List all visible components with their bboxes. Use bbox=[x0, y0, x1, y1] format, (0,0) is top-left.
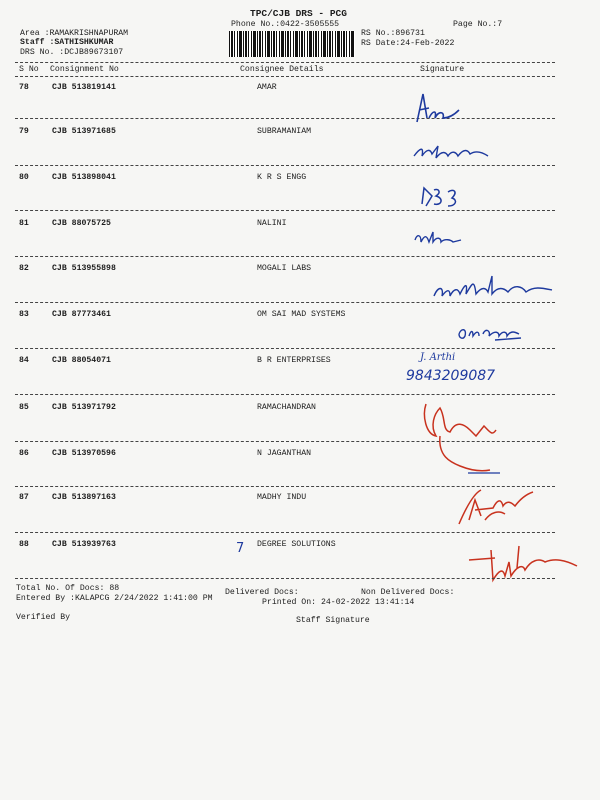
signature-82 bbox=[430, 270, 560, 309]
row-consignee: K R S ENGG bbox=[257, 173, 307, 182]
signature-83 bbox=[455, 320, 535, 351]
row-consignee: RAMACHANDRAN bbox=[257, 403, 316, 412]
signature-81 bbox=[411, 226, 471, 255]
col-consignment: Consignment No bbox=[50, 65, 119, 74]
table-row bbox=[0, 83, 600, 129]
row-consignee: MADHY INDU bbox=[257, 493, 307, 502]
row-sno: 80 bbox=[19, 173, 29, 182]
row-consignment: CJB 88075725 bbox=[52, 219, 111, 228]
row-consignment: CJB 88054071 bbox=[52, 356, 111, 365]
printed-on: Printed On: 24-02-2022 13:41:14 bbox=[262, 598, 415, 607]
col-signature: Signature bbox=[420, 65, 465, 74]
row-divider bbox=[15, 394, 555, 395]
signature-79 bbox=[410, 138, 500, 173]
row-consignment: CJB 513819141 bbox=[52, 83, 116, 92]
divider bbox=[15, 578, 555, 579]
row-sno: 82 bbox=[19, 264, 29, 273]
col-sno: S No bbox=[19, 65, 39, 74]
row-sno: 81 bbox=[19, 219, 29, 228]
row-divider bbox=[15, 256, 555, 257]
rs-number: RS No.:896731 bbox=[361, 29, 425, 38]
divider bbox=[15, 76, 555, 77]
staff-signature: Staff Signature bbox=[296, 616, 370, 625]
row-consignee: NALINI bbox=[257, 219, 287, 228]
signature-78 bbox=[405, 88, 465, 133]
row-divider bbox=[15, 118, 555, 119]
row-consignment: CJB 87773461 bbox=[52, 310, 111, 319]
signature-84-name: J. Arthi bbox=[420, 352, 456, 363]
row-sno: 85 bbox=[19, 403, 29, 412]
row-consignee: N JAGANTHAN bbox=[257, 449, 312, 458]
row-sno: 87 bbox=[19, 493, 29, 502]
signature-84-phone: 9843209087 bbox=[406, 368, 496, 384]
col-consignee: Consignee Details bbox=[240, 65, 324, 74]
row-consignee: OM SAI MAD SYSTEMS bbox=[257, 310, 346, 319]
sheet-title: TPC/CJB DRS - PCG bbox=[250, 8, 347, 19]
row-sno: 84 bbox=[19, 356, 29, 365]
row-handwritten-mark: 7 bbox=[236, 541, 245, 556]
non-delivered-docs: Non Delivered Docs: bbox=[361, 588, 455, 597]
delivered-docs: Delivered Docs: bbox=[225, 588, 299, 597]
rs-date: RS Date:24-Feb-2022 bbox=[361, 39, 455, 48]
signature-87 bbox=[455, 480, 575, 535]
phone-number: Phone No.:0422-3505555 bbox=[231, 20, 340, 29]
row-sno: 79 bbox=[19, 127, 29, 136]
row-consignment: CJB 513971685 bbox=[52, 127, 116, 136]
entered-by: Entered By :KALAPCG 2/24/2022 1:41:00 PM bbox=[16, 594, 213, 603]
drs-number: DRS No. :DCJB89673107 bbox=[20, 48, 124, 57]
row-consignment: CJB 513939763 bbox=[52, 540, 116, 549]
barcode bbox=[229, 31, 355, 57]
verified-by: Verified By bbox=[16, 613, 71, 622]
staff-label: Staff :SATHISHKUMAR bbox=[20, 38, 114, 47]
row-consignment: CJB 513898041 bbox=[52, 173, 116, 182]
signature-80 bbox=[418, 182, 468, 217]
signature-88 bbox=[465, 540, 595, 595]
page-number: Page No.:7 bbox=[453, 20, 503, 29]
row-consignment: CJB 513897163 bbox=[52, 493, 116, 502]
row-sno: 88 bbox=[19, 540, 29, 549]
area-label: Area :RAMAKRISHNAPURAM bbox=[20, 29, 129, 38]
table-row bbox=[0, 173, 600, 219]
row-sno: 83 bbox=[19, 310, 29, 319]
table-row bbox=[0, 127, 600, 173]
row-sno: 86 bbox=[19, 449, 29, 458]
row-consignee: MOGALI LABS bbox=[257, 264, 312, 273]
row-consignee: AMAR bbox=[257, 83, 277, 92]
row-consignee: SUBRAMANIAM bbox=[257, 127, 312, 136]
total-docs: Total No. Of Docs: 88 bbox=[16, 584, 120, 593]
row-consignee: DEGREE SOLUTIONS bbox=[257, 540, 336, 549]
row-divider bbox=[15, 210, 555, 211]
table-row bbox=[0, 219, 600, 265]
row-consignment: CJB 513955898 bbox=[52, 264, 116, 273]
row-consignee: B R ENTERPRISES bbox=[257, 356, 331, 365]
row-consignment: CJB 513971792 bbox=[52, 403, 116, 412]
divider bbox=[15, 62, 555, 63]
row-consignment: CJB 513970596 bbox=[52, 449, 116, 458]
row-sno: 78 bbox=[19, 83, 29, 92]
